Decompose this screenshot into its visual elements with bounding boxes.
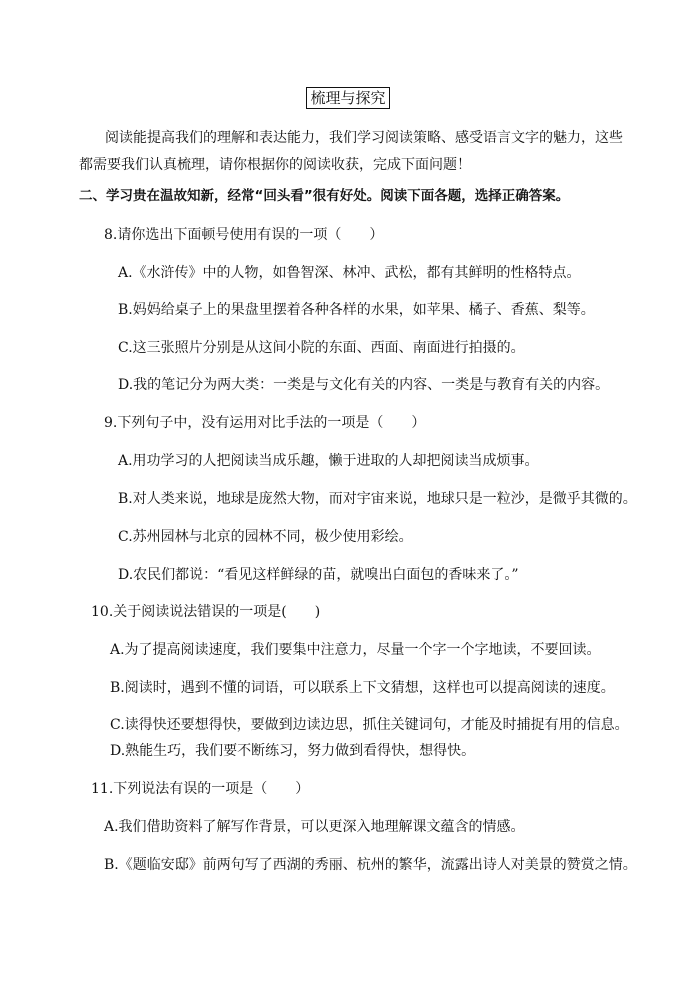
section-heading: 二、学习贵在温故知新，经常“回头看”很有好处。阅读下面各题，选择正确答案。: [79, 188, 570, 204]
question-9-stem: 9.下列句子中，没有运用对比手法的一项是（ ）: [104, 415, 426, 431]
question-11-option-a: A.我们借助资料了解写作背景，可以更深入地理解课文蕴含的情感。: [104, 819, 525, 835]
question-10-option-a: A.为了提高阅读速度，我们要集中注意力，尽量一个字一个字地读，不要回读。: [110, 642, 601, 658]
question-8-option-c: C.这三张照片分别是从这间小院的东面、西面、南面进行拍摄的。: [118, 340, 525, 356]
question-9-option-b: B.对人类来说，地球是庞然大物，而对宇宙来说，地球只是一粒沙，是微乎其微的。: [118, 491, 637, 507]
page-title: 梳理与探究: [306, 87, 390, 109]
question-10-option-d: D.熟能生巧，我们要不断练习，努力做到看得快，想得快。: [110, 743, 476, 759]
question-8-option-a: A.《水浒传》中的人物，如鲁智深、林冲、武松，都有其鲜明的性格特点。: [118, 265, 581, 281]
question-10-option-b: B.阅读时，遇到不懂的词语，可以联系上下文猜想，这样也可以提高阅读的速度。: [110, 680, 615, 696]
question-8-option-d: D.我的笔记分为两大类：一类是与文化有关的内容、一类是与教育有关的内容。: [118, 377, 610, 393]
question-8-option-b: B.妈妈给桌子上的果盘里摆着各种各样的水果，如苹果、橘子、香蕉、梨等。: [118, 302, 595, 318]
question-8-stem: 8.请你选出下面顿号使用有误的一项（ ）: [104, 227, 384, 243]
question-9-option-a: A.用功学习的人把阅读当成乐趣，懒于进取的人却把阅读当成烦事。: [118, 453, 539, 469]
question-9-option-d: D.农民们都说：“看见这样鲜绿的苗，就嗅出白面包的香味来了。”: [118, 567, 519, 583]
question-10-stem: 10.关于阅读说法错误的一项是( ): [91, 604, 321, 620]
intro-line-2: 都需要我们认真梳理，请你根据你的阅读收获，完成下面问题！: [79, 157, 471, 173]
question-10-option-c: C.读得快还要想得快，要做到边读边思，抓住关键词句，才能及时捕捉有用的信息。: [110, 717, 629, 733]
question-11-stem: 11.下列说法有误的一项是（ ）: [91, 781, 310, 797]
question-11-option-b: B.《题临安邸》前两句写了西湖的秀丽、杭州的繁华，流露出诗人对美景的赞赏之情。: [104, 857, 637, 873]
intro-line-1: 阅读能提高我们的理解和表达能力，我们学习阅读策略、感受语言文字的魅力，这些: [105, 130, 623, 146]
question-9-option-c: C.苏州园林与北京的园林不同，极少使用彩绘。: [118, 529, 413, 545]
